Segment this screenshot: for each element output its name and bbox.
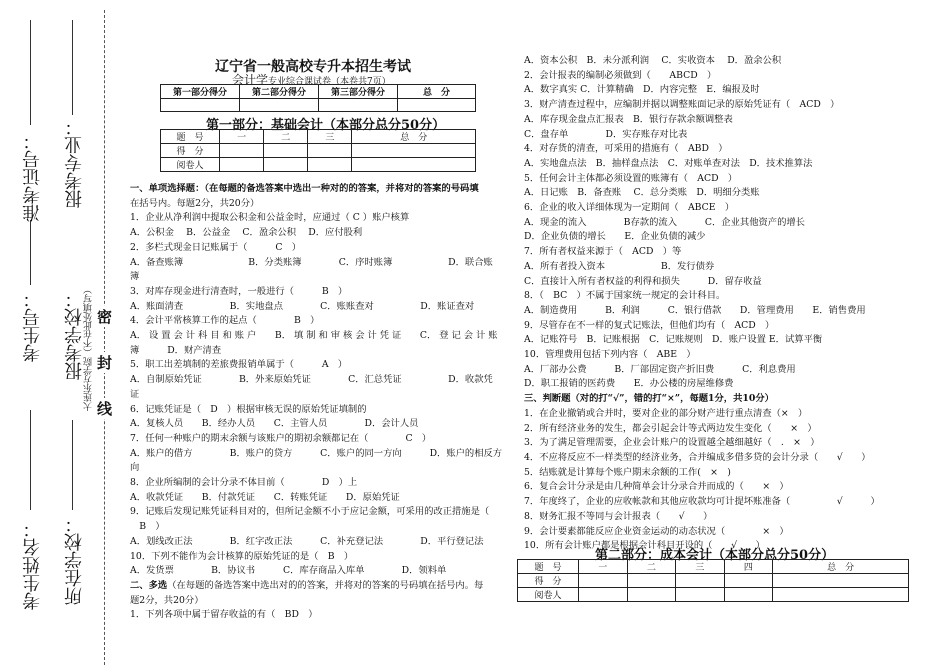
part2-row-label-question: 题 号: [518, 560, 579, 574]
section-heading-label: 二、多选: [130, 579, 168, 591]
part1-grader-cell[interactable]: [352, 158, 476, 172]
overall-score-table: [160, 84, 476, 112]
question-line: 证: [130, 388, 140, 400]
question-line: 3．为了满足管理需要，企业会计账户的设置越全越细越好（ . × ）: [524, 437, 820, 449]
major-line: [72, 20, 73, 115]
question-line: 5．任何会计主体都必须设置的账簿有（ ACD ）: [524, 172, 738, 184]
subject-note: 专业综合课试卷（本卷共7页）: [268, 77, 391, 87]
question-line: 8．企业所编制的会计分录不体目前（ D ）上: [130, 477, 358, 489]
part2-grader-cell[interactable]: [773, 588, 909, 602]
question-line: 1．企业从净利润中提取公积金和公益金时，应通过（ C ）账户核算: [130, 212, 410, 224]
question-line: A．收款凭证 B．付款凭证 C．转账凭证 D．原始凭证: [130, 491, 400, 503]
part1-col-1: 一: [220, 130, 264, 144]
part2-score-cell[interactable]: [579, 574, 628, 588]
question-line: 1．在企业撤销或合并时，要对企业的部分财产进行重点清查（× ）: [524, 407, 808, 419]
question-line: C．直接计入所有者权益的利得和损失 D．留存收益: [524, 275, 762, 287]
part1-score-cell[interactable]: [220, 144, 264, 158]
part2-heading: 第二部分：成本会计（本部分总分50分）: [595, 548, 835, 563]
binding-dashed-line: [104, 10, 105, 665]
part2-grader-cell[interactable]: [676, 588, 725, 602]
question-line: A．复核人员 B．经办人员 C．主管人员 D．会计人员: [130, 418, 419, 430]
score-cell-total[interactable]: [398, 99, 476, 112]
exam-title: 辽宁省一般高校专升本招生考试: [215, 59, 411, 75]
question-line: A．日记账 B．备查账 C．总分类账 D．明细分类账: [524, 187, 760, 199]
question-line: 题2分，共20分）: [130, 594, 204, 606]
part2-grader-cell[interactable]: [579, 588, 628, 602]
part1-col-total: 总 分: [352, 130, 476, 144]
question-line: 4．不应将反应不一样类型的经济业务，合并编成多借多贷的会计分录（ √ ）: [524, 451, 871, 463]
left-question-column: [130, 182, 505, 623]
name-line: [30, 410, 31, 510]
score-header-part1: 第一部分得分: [161, 85, 240, 99]
part2-col-4: 四: [724, 560, 773, 574]
part1-grader-cell[interactable]: [308, 158, 352, 172]
question-line: D．职工报销的医药费 E．办公楼的房屋维修费: [524, 378, 734, 390]
part2-score-cell[interactable]: [676, 574, 725, 588]
part1-col-3: 三: [308, 130, 352, 144]
question-line: A．发货票 B．协议书 C．库存商品入库单 D．领料单: [130, 565, 447, 577]
question-line: 2．会计报表的编制必须做到（ ABCD ）: [524, 69, 717, 81]
part2-col-2: 二: [627, 560, 676, 574]
question-line: 8．财务汇报不等同与会计报表（ √ ）: [524, 510, 713, 522]
question-line: 6．记账凭证是（ D ）根据审核无误的原始凭证填制的: [130, 403, 367, 415]
right-question-column: [524, 54, 889, 554]
question-line: 2．所有经济业务的发生，都会引起会计等式两边发生变化（ × ）: [524, 422, 817, 434]
part1-score-cell[interactable]: [352, 144, 476, 158]
question-line: A．现金的流入 B存款的流入 C．企业其他资产的增长: [524, 216, 805, 228]
question-line: A．厂部办公费 B．厂部固定资产折旧费 C．利息费用: [524, 363, 796, 375]
question-line: 7．任何一种账户的期末余额与该账户的期初余额都记在（ C ）: [130, 432, 432, 444]
part1-row-label-score: 得 分: [161, 144, 220, 158]
question-line: A．自制原始凭证 B．外来原始凭证 C．汇总凭证 D．收款凭: [130, 374, 493, 386]
question-line: 4．对存货的清查，可采用的措施有（ ABD ）: [524, 143, 728, 155]
question-line: B ）: [130, 521, 165, 533]
question-line: 9．会计要素都能反应企业资金运动的动态状况（ × ）: [524, 525, 789, 537]
subject-name: 会计学: [232, 73, 269, 87]
question-line: C．盘存单 D．实存账存对比表: [524, 128, 688, 140]
part1-heading: 第一部分：基础会计（本部分总分50分）: [206, 118, 446, 133]
question-line: 6．企业的收入详细体现为一定期间（ ABCE ）: [524, 202, 735, 214]
question-line: 1．下列各项中属于留存收益的有（ BD ）: [130, 609, 318, 621]
part2-row-label-score: 得 分: [518, 574, 579, 588]
part1-grader-cell[interactable]: [264, 158, 308, 172]
section-heading: 三、判断题（对的打“√”，错的打“×”，每题1分，共10分）: [524, 393, 774, 405]
question-line: A．所有者投入资本 B．发行债券: [524, 260, 715, 272]
question-line: 5．结账就是计算每个账户期末余额的工作( × ): [524, 466, 731, 478]
exam-id-line: [30, 20, 31, 125]
part2-grader-cell[interactable]: [724, 588, 773, 602]
question-line: 10．管理费用包括下列内容（ ABE ）: [524, 349, 696, 361]
question-line: 7．年度终了，企业的应收帐款和其他应收款均可计提坏账准备（ √ ）: [524, 496, 880, 508]
question-line: A． 设 置 会 计 科 目 和 账 户 B． 填 制 和 审 核 会 计 凭 证 C． 登 记 会 计 账: [130, 330, 498, 342]
seal-char-2: 封: [97, 354, 113, 372]
school-label: 报考学校：: [64, 290, 85, 380]
question-line: A．实地盘点法 B．抽样盘点法 C．对账单查对法 D．技术推算法: [524, 157, 813, 169]
part1-row-label-question: 题 号: [161, 130, 220, 144]
part1-score-cell[interactable]: [264, 144, 308, 158]
part2-grader-cell[interactable]: [627, 588, 676, 602]
current-school-line: [72, 420, 73, 510]
question-line: 10．下列不能作为会计核算的原始凭证的是（ B ）: [130, 550, 354, 562]
question-line: 5．职工出差填制的差旅费报销单属于（ A ）: [130, 359, 348, 371]
part2-col-1: 一: [579, 560, 628, 574]
part2-score-cell[interactable]: [627, 574, 676, 588]
question-line: A．制造费用 B．利润 C．银行借款 D．管理费用 E．销售费用: [524, 304, 866, 316]
question-line: A．资本公积 B．未分派利润 C．实收资本 D．盈余公积: [524, 55, 782, 66]
question-line: 簿 D．财产清查: [130, 344, 222, 356]
question-line: A．划线改正法 B．红字改正法 C．补充登记法 D．平行登记法: [130, 535, 484, 547]
part2-grade-table: [517, 559, 909, 602]
seal-char-1: 密: [97, 308, 113, 326]
question-line: A．记账符号 B．记账根据 C．记账规则 D．账户设置 E．试算平衡: [524, 334, 823, 346]
question-line: 9．尽管存在不一样的复式记账法，但他们均有（ ACD ）: [524, 319, 775, 331]
part2-score-cell[interactable]: [724, 574, 773, 588]
part1-score-cell[interactable]: [308, 144, 352, 158]
current-school-label: 所在学校：: [64, 515, 85, 605]
question-line: 7．所有者权益来源于（ ACD ）等: [524, 246, 682, 258]
name-label: 考生姓名：: [22, 520, 43, 610]
question-line: A．备查账簿 B．分类账簿 C．序时账簿 D．联合账: [130, 256, 493, 268]
part1-row-label-grader: 阅卷人: [161, 158, 220, 172]
question-line: A．账户的借方 B．账户的贷方 C．账户的同一方向 D．账户的相反方: [130, 447, 503, 459]
question-line: 8．（ BC ）不属于国家统一规定的会计科目。: [524, 290, 726, 302]
question-line: 9．记账后发现记账凭证科目对的，但所记金额不小于应记金额，可采用的改正措施是（: [130, 506, 490, 518]
part2-col-3: 三: [676, 560, 725, 574]
question-line: A．公积金 B．公益金 C．盈余公积 D．应付股利: [130, 227, 363, 239]
score-cell-part3[interactable]: [319, 99, 398, 112]
part1-grader-cell[interactable]: [220, 158, 264, 172]
question-line: 2．多栏式现金日记账属于（ C ）: [130, 241, 302, 253]
seal-char-3: 线: [97, 400, 113, 418]
question-line: 向: [130, 462, 140, 474]
question-line: A．数字真实 C．计算精确 D．内容完整 E．编报及时: [524, 84, 760, 96]
question-line: 10．所有会计账户都是根据会计科目开设的（ √ ）: [524, 540, 765, 552]
score-cell-part2[interactable]: [240, 99, 319, 112]
part2-col-total: 总 分: [773, 560, 909, 574]
question-line: 簿: [130, 271, 140, 283]
exam-id-label: 准考证号：: [22, 132, 43, 222]
score-header-part2: 第二部分得分: [240, 85, 319, 99]
part2-score-cell[interactable]: [773, 574, 909, 588]
question-line: 4．会计平常核算工作的起点（ B ）: [130, 315, 320, 327]
part2-row-label-grader: 阅卷人: [518, 588, 579, 602]
question-line: D．企业负债的增长 E．企业负债的减少: [524, 231, 706, 243]
question-line: 3．财产清查过程中，应编制并据以调整账面记录的原始凭证有（ ACD ）: [524, 99, 840, 111]
question-line: 在括号内。每题2分，共20分）: [130, 197, 260, 209]
question-line: 3．对库存现金进行清查时，一般进行（ B ）: [130, 285, 348, 297]
score-header-total: 总 分: [398, 85, 476, 99]
score-cell-part1[interactable]: [161, 99, 240, 112]
school-note: 大连东方学院（不在此处填写）: [84, 285, 94, 411]
examinee-no-label: 考生号：: [22, 290, 43, 362]
part1-col-2: 二: [264, 130, 308, 144]
section-heading: 二、多选（在每题的备选答案中选出对的的答案，并将对的答案的号码填在括号内。每: [130, 579, 484, 591]
section-heading: 一、单项选择题：（在每题的备选答案中选出一种对的的答案，并将对的答案的号码填: [130, 183, 479, 194]
score-header-part3: 第三部分得分: [319, 85, 398, 99]
major-label: 报考专业：: [64, 118, 85, 208]
part1-grade-table: [160, 129, 476, 172]
question-line: A．账面清查 B．实地盘点 C．账账查对 D．账证查对: [130, 300, 475, 312]
question-line: A．库存现金盘点汇报表 B．银行存款余额调整表: [524, 113, 733, 125]
question-line: 6．复合会计分录是由几种简单会计分录合并而成的（ × ）: [524, 481, 789, 493]
examinee-no-line: [30, 220, 31, 285]
